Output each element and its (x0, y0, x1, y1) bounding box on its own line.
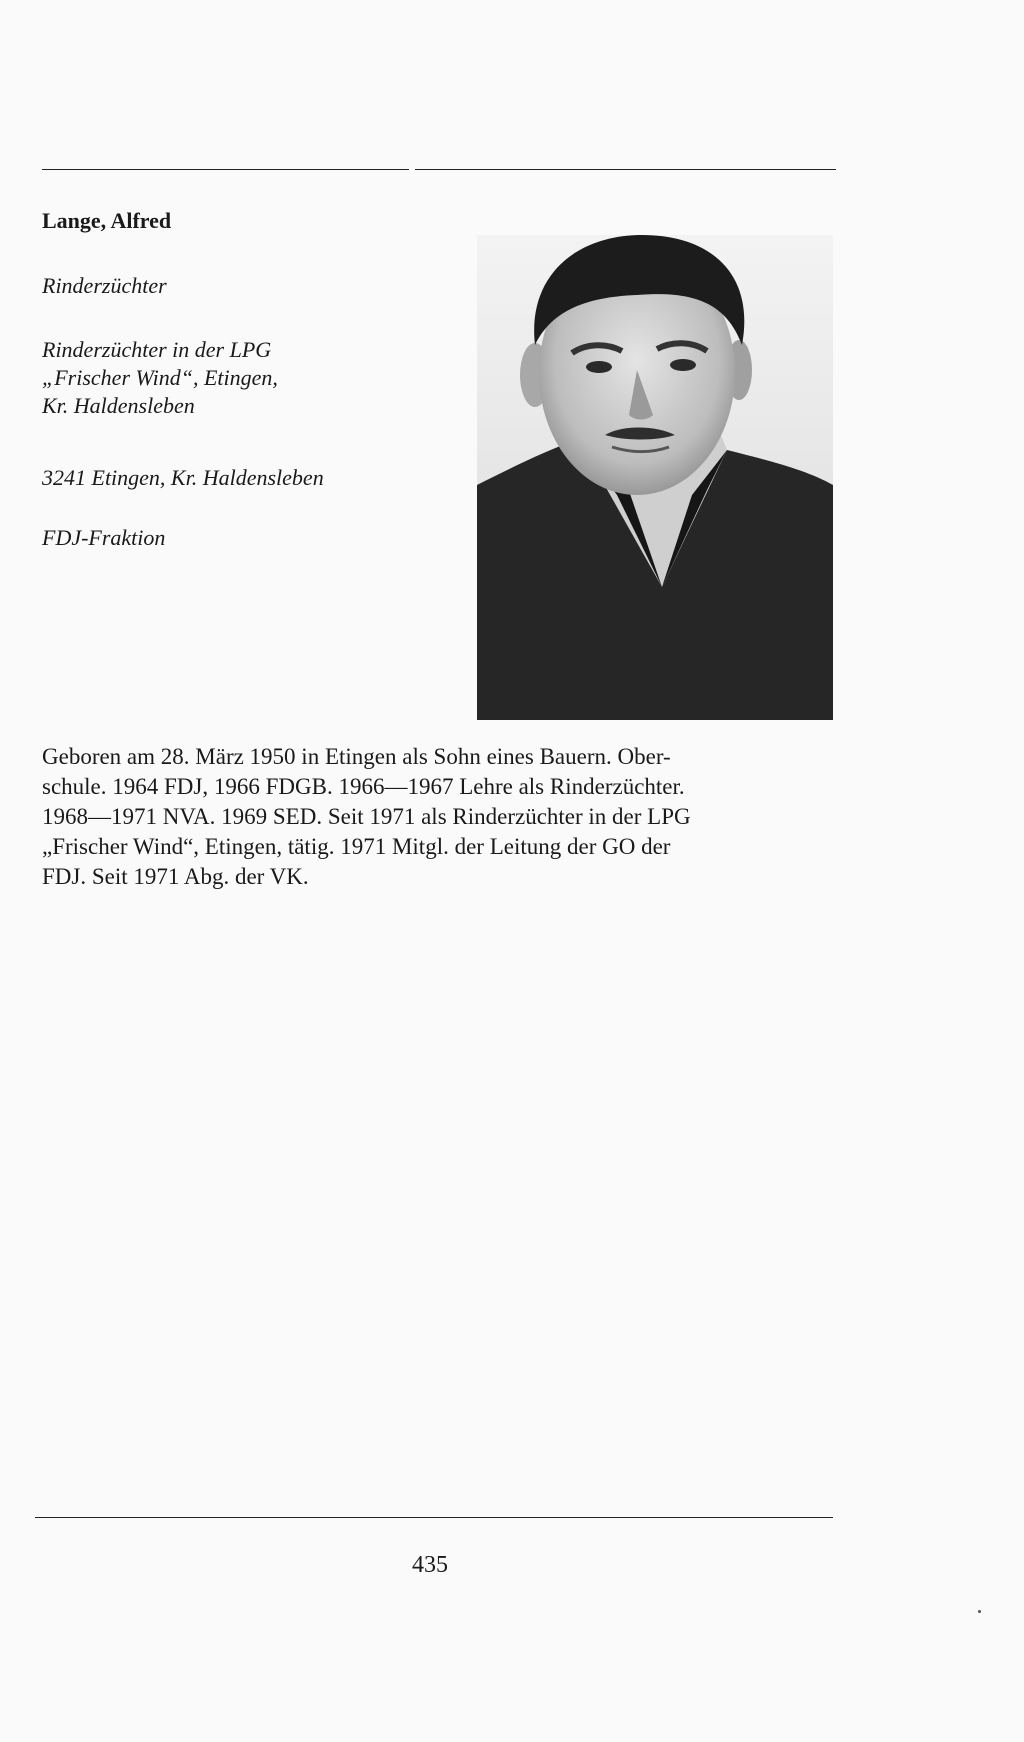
biography-line: Geboren am 28. März 1950 in Etingen als Sohn eines Bauern. Ober- (42, 744, 671, 769)
entry-occupation: Rinderzüchter (42, 273, 167, 298)
entry-name: Lange, Alfred (42, 208, 172, 233)
top-rule-right (415, 169, 836, 170)
biography-line: 1968—1971 NVA. 1969 SED. Seit 1971 als Rinderzüchter in der LPG (42, 804, 691, 829)
portrait-photo (477, 235, 833, 720)
position-line: Kr. Haldensleben (42, 393, 195, 418)
paper-speck (978, 1610, 981, 1613)
position-line: Rinderzüchter in der LPG (42, 337, 272, 362)
biography-line: „Frischer Wind“, Etingen, tätig. 1971 Mitgl. der Leitung der GO der (42, 834, 671, 859)
biography-line: schule. 1964 FDJ, 1966 FDGB. 1966—1967 Lehre als Rinderzüchter. (42, 774, 685, 799)
entry-address: 3241 Etingen, Kr. Haldensleben (42, 465, 324, 490)
biography (42, 742, 838, 892)
top-rule-left (42, 169, 409, 170)
page-number: 435 (412, 1552, 448, 1578)
biography-line: FDJ. Seit 1971 Abg. der VK. (42, 864, 309, 889)
entry-position (42, 336, 278, 420)
position-line: „Frischer Wind“, Etingen, (42, 365, 278, 390)
entry-faction: FDJ-Fraktion (42, 525, 166, 550)
bottom-rule (35, 1517, 833, 1518)
